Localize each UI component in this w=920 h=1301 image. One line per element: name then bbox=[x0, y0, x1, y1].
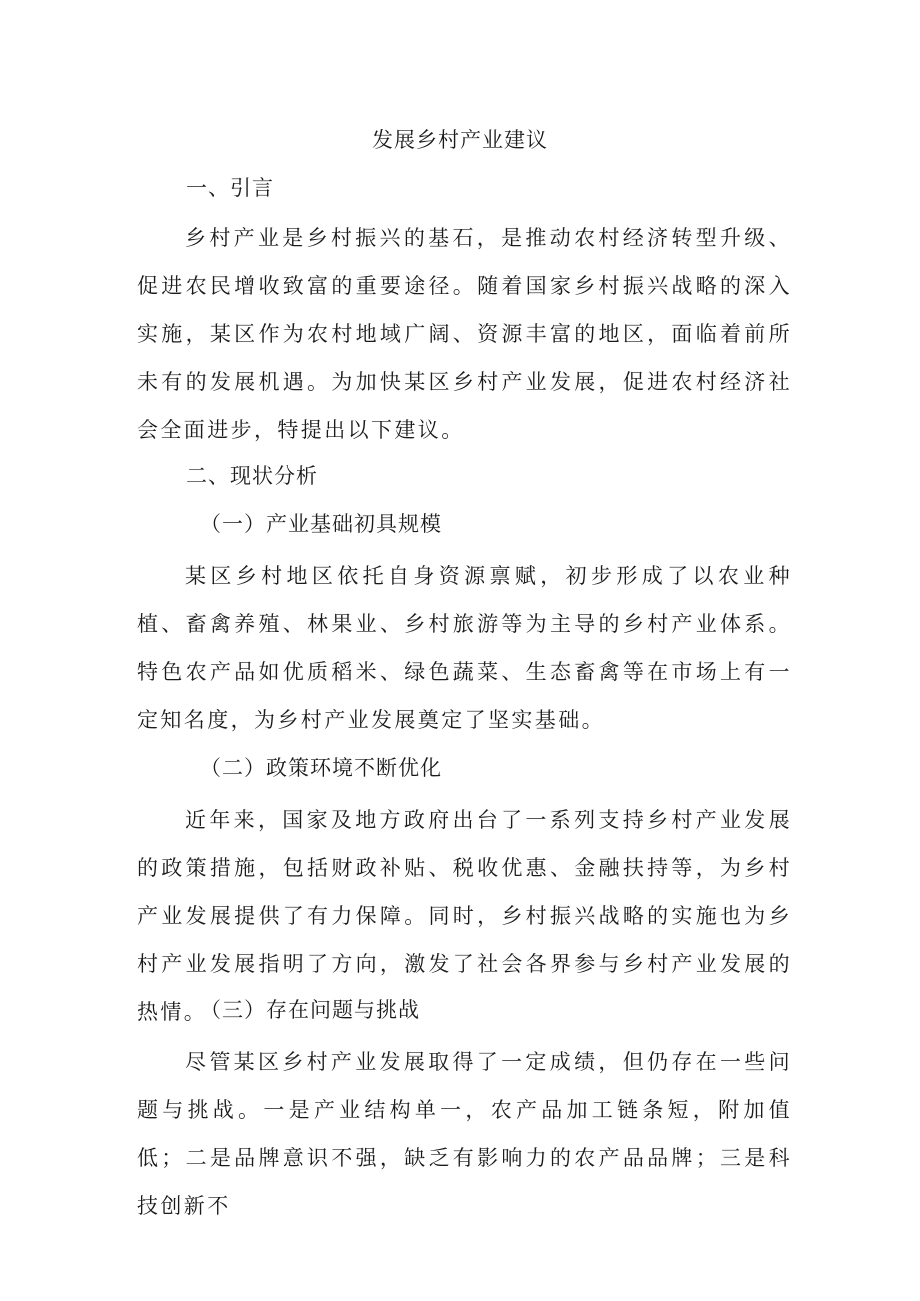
paragraph-problems-challenges: 尽管某区乡村产业发展取得了一定成绩，但仍存在一些问题与挑战。一是产业结构单一，农产品加工链条短，附加值低；二是品牌意识不强，缺乏有影响力的农产品品牌；三是科技创新不 bbox=[137, 1050, 792, 1218]
section-heading-introduction: 一、引言 bbox=[186, 176, 274, 200]
subsection-heading-problems-challenges: （三）存在问题与挑战 bbox=[200, 998, 420, 1022]
subsection-heading-policy-environment: （二）政策环境不断优化 bbox=[200, 756, 442, 780]
subsection-heading-industry-foundation: （一）产业基础初具规模 bbox=[200, 512, 442, 536]
document-title: 发展乡村产业建议 bbox=[372, 128, 548, 152]
paragraph-introduction: 乡村产业是乡村振兴的基石，是推动农村经济转型升级、促进农民增收致富的重要途径。随着国家乡村振兴战略的深入实施，某区作为农村地域广阔、资源丰富的地区，面临着前所未有的发展机遇。为加快某区乡村产业发展，促进农村经济社会全面进步，特提出以下建议。 bbox=[137, 226, 792, 442]
section-heading-status-analysis: 二、现状分析 bbox=[186, 464, 318, 488]
paragraph-policy-environment: 近年来，国家及地方政府出台了一系列支持乡村产业发展的政策措施，包括财政补贴、税收优惠、金融扶持等，为乡村产业发展提供了有力保障。同时，乡村振兴战略的实施也为乡村产业发展指明了方向，激发了社会各界参与乡村产业发展的热情。 bbox=[137, 808, 792, 1024]
paragraph-industry-foundation: 某区乡村地区依托自身资源禀赋，初步形成了以农业种植、畜禽养殖、林果业、乡村旅游等为主导的乡村产业体系。特色农产品如优质稻米、绿色蔬菜、生态畜禽等在市场上有一定知名度，为乡村产业发展奠定了坚实基础。 bbox=[137, 564, 792, 732]
